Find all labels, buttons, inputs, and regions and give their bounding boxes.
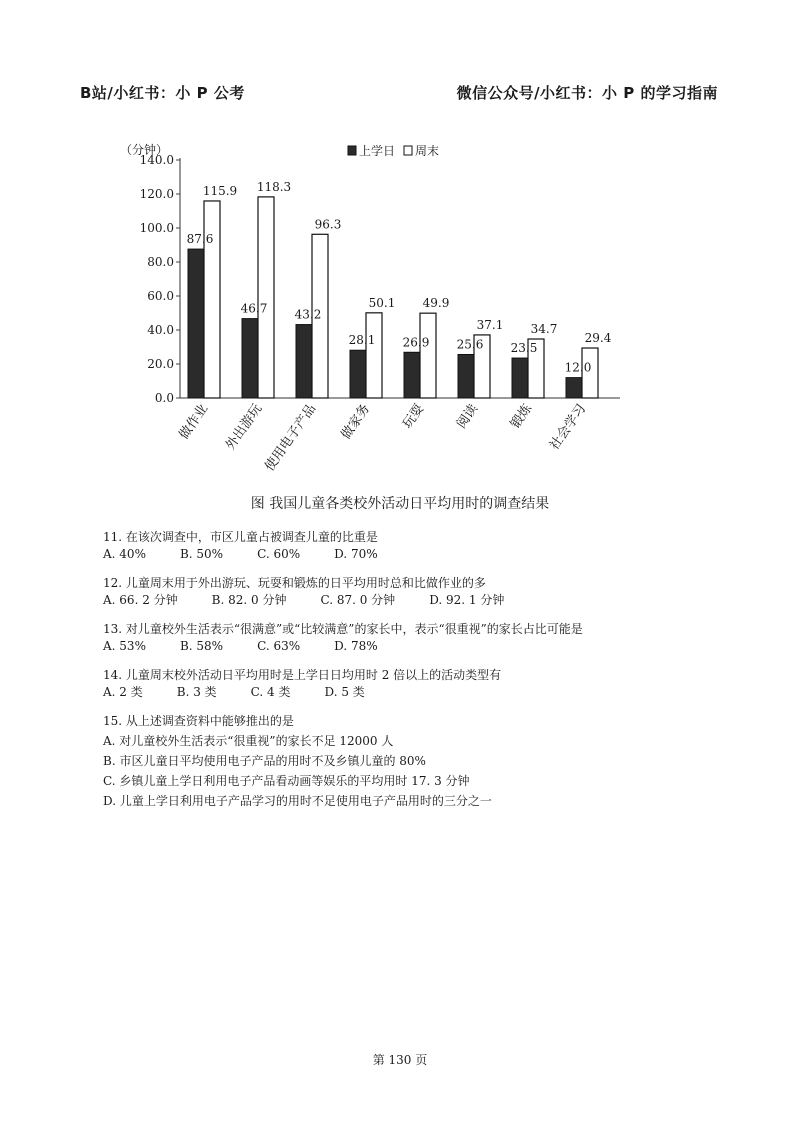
question-14 [103, 667, 743, 701]
question-stem: 15. 从上述调查资料中能够推出的是 [103, 714, 294, 728]
y-axis-label: （分钟） [120, 143, 169, 157]
data-label-school-day: 23.5 [510, 341, 538, 356]
option-row [103, 638, 743, 655]
option-b: B. 58% [179, 639, 224, 653]
option-c: C. 乡镇儿童上学日利用电子产品看动画等娱乐的平均用时 17. 3 分钟 [103, 774, 470, 788]
data-label-weekend: 49.9 [422, 296, 450, 311]
data-label-weekend: 115.9 [202, 183, 238, 198]
data-label-school-day: 12.0 [564, 360, 592, 375]
chart-caption: 图 我国儿童各类校外活动日平均用时的调查结果 [250, 496, 550, 512]
y-tick-label: 120.0 [139, 187, 174, 201]
y-tick-label: 100.0 [139, 221, 174, 235]
header-left-text: B站/小红书：小 P 公考 [80, 84, 245, 102]
data-label-weekend: 29.4 [584, 331, 612, 346]
legend-swatch-weekend [404, 146, 412, 155]
option-a: A. 40% [103, 547, 146, 561]
option-a: A. 对儿童校外生活表示“很重视”的家长不足 12000 人 [103, 734, 394, 748]
data-label-weekend: 34.7 [530, 322, 558, 337]
y-tick-label: 0.0 [154, 391, 174, 405]
data-label-weekend: 96.3 [314, 217, 342, 232]
data-label-school-day: 28.1 [348, 333, 376, 348]
bar-school-day [566, 378, 582, 398]
data-label-weekend: 37.1 [476, 317, 504, 332]
bar-school-day [404, 352, 420, 398]
option-c: C. 87. 0 分钟 [320, 593, 396, 607]
data-label-school-day: 25.6 [456, 337, 484, 352]
y-tick-label: 40.0 [147, 323, 174, 337]
y-tick-label: 140.0 [139, 153, 174, 167]
option-row [103, 546, 743, 563]
data-label-school-day: 46.7 [240, 301, 268, 316]
legend-label-school-day: 上学日 [359, 144, 396, 158]
option-a: A. 53% [103, 639, 146, 653]
option-a: A. 2 类 [103, 685, 143, 699]
x-category-label: 阅读 [454, 401, 482, 432]
x-category-label: 外出游玩 [223, 401, 266, 453]
option-b: B. 82. 0 分钟 [211, 593, 287, 607]
x-category-label: 锻炼 [508, 401, 536, 432]
x-category-label: 玩耍 [400, 401, 428, 432]
option-c: C. 60% [257, 547, 301, 561]
data-label-school-day: 43.2 [294, 307, 322, 322]
question-11 [103, 529, 743, 563]
bar-weekend [204, 201, 220, 398]
y-tick-label: 60.0 [147, 289, 174, 303]
question-stem: 14. 儿童周末校外活动日平均用时是上学日日均用时 2 倍以上的活动类型有 [103, 668, 502, 682]
option-c: C. 4 类 [250, 685, 291, 699]
option-a: A. 66. 2 分钟 [103, 593, 178, 607]
bar-school-day [242, 319, 258, 398]
option-d: D. 70% [334, 547, 378, 561]
option-d: D. 92. 1 分钟 [429, 593, 505, 607]
x-category-label: 做作业 [176, 401, 212, 443]
question-13 [103, 621, 743, 655]
bar-school-day [350, 350, 366, 398]
data-label-weekend: 50.1 [368, 295, 396, 310]
question-stem: 13. 对儿童校外生活表示“很满意”或“比较满意”的家长中，表示“很重视”的家长占比可能是 [103, 622, 583, 636]
option-row [103, 684, 743, 701]
option-d: D. 78% [334, 639, 378, 653]
option-c: C. 63% [257, 639, 301, 653]
option-row [103, 592, 743, 609]
data-label-school-day: 26.9 [402, 335, 430, 350]
option-b: B. 50% [179, 547, 224, 561]
bar-school-day [512, 358, 528, 398]
y-tick-label: 80.0 [147, 255, 174, 269]
x-category-label: 社会学习 [547, 401, 590, 453]
data-label-school-day: 87.6 [186, 232, 214, 247]
bar-weekend [258, 197, 274, 398]
header-right-text: 微信公众号/小红书：小 P 的学习指南 [456, 84, 718, 102]
bar-weekend [366, 313, 382, 398]
legend-label-weekend: 周末 [415, 144, 440, 158]
activity-time-bar-chart [100, 138, 620, 488]
data-label-weekend: 118.3 [256, 179, 292, 194]
y-tick-label: 20.0 [147, 357, 174, 371]
bar-weekend [420, 313, 436, 398]
x-category-label: 使用电子产品 [262, 401, 320, 475]
x-category-label: 做家务 [338, 401, 374, 443]
question-list [103, 529, 743, 822]
option-b: B. 市区儿童日平均使用电子产品的用时不及乡镇儿童的 80% [103, 754, 426, 768]
option-d: D. 儿童上学日利用电子产品学习的用时不足使用电子产品用时的三分之一 [103, 794, 492, 808]
question-12 [103, 575, 743, 609]
option-d: D. 5 类 [324, 685, 365, 699]
question-stem: 12. 儿童周末用于外出游玩、玩耍和锻炼的日平均用时总和比做作业的多 [103, 576, 486, 590]
question-15 [103, 713, 743, 810]
question-stem: 11. 在该次调查中，市区儿童占被调查儿童的比重是 [103, 530, 378, 544]
legend-swatch-school-day [348, 146, 356, 155]
bar-school-day [296, 325, 312, 398]
bar-school-day [458, 354, 474, 398]
bar-school-day [188, 249, 204, 398]
option-b: B. 3 类 [176, 685, 217, 699]
page-number: 第 130 页 [372, 1053, 428, 1067]
